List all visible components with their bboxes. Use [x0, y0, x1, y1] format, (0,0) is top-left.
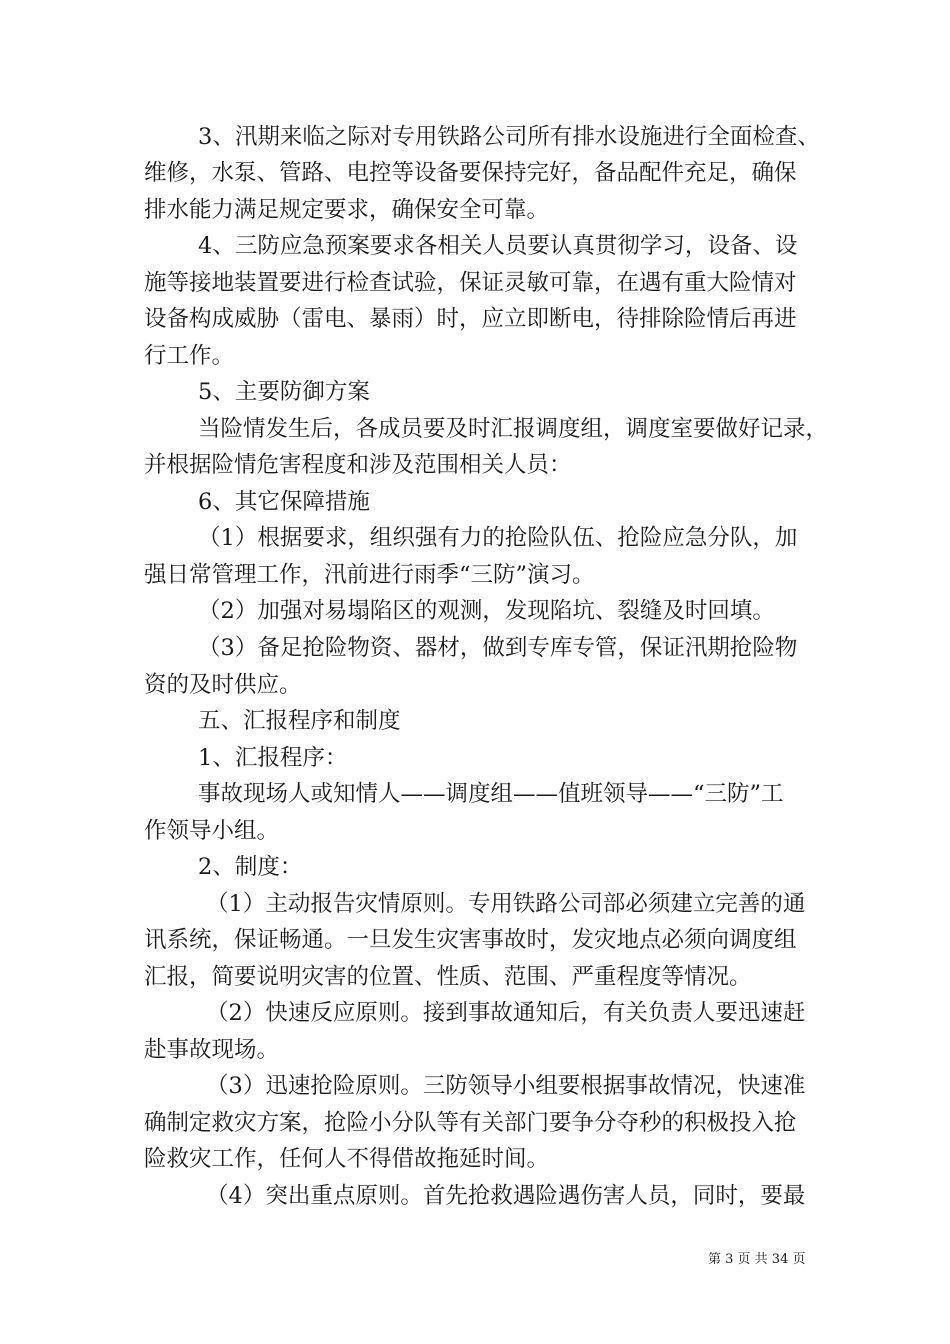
text-line: 5、主要防御方案: [198, 379, 370, 405]
text-line: 确制定救灾方案，抢险小分队等有关部门要争分夺秒的积极投入抢: [144, 1110, 797, 1136]
text-line: 行工作。: [144, 343, 235, 369]
text-line: （3）迅速抢险原则。三防领导小组要根据事故情况，快速准: [206, 1073, 806, 1099]
text-line: 讯系统，保证畅通。一旦发生灾害事故时，发灾地点必须向调度组: [144, 927, 797, 953]
text-line: 汇报，简要说明灾害的位置、性质、范围、严重程度等情况。: [144, 964, 752, 990]
text-line: （4）突出重点原则。首先抢救遇险遇伤害人员，同时，要最: [206, 1183, 806, 1209]
text-line: 并根据险情危害程度和涉及范围相关人员：: [144, 452, 572, 478]
text-line: 排水能力满足规定要求，确保安全可靠。: [144, 197, 550, 223]
text-line: 强日常管理工作，汛前进行雨季“三防”演习。: [144, 562, 595, 588]
text-line: 维修，水泵、管路、电控等设备要保持完好，备品配件充足，确保: [144, 160, 797, 186]
text-line: 3、汛期来临之际对专用铁路公司所有排水设施进行全面检查、: [198, 124, 820, 150]
text-line: 当险情发生后，各成员要及时汇报调度组，调度室要做好记录，: [198, 416, 829, 442]
text-line: 施等接地装置要进行检查试验，保证灵敏可靠，在遇有重大险情对: [144, 270, 797, 296]
text-line: 资的及时供应。: [144, 672, 302, 698]
text-line: 1、汇报程序：: [198, 745, 348, 771]
text-line: 事故现场人或知情人——调度组——值班领导——“三防”工: [198, 781, 784, 807]
text-line: （1）主动报告灾情原则。专用铁路公司部必须建立完善的通: [206, 891, 806, 917]
text-line: （2）加强对易塌陷区的观测，发现陷坑、裂缝及时回填。: [198, 598, 775, 624]
text-line: 6、其它保障措施: [198, 489, 370, 515]
text-line: 五、汇报程序和制度: [198, 708, 401, 734]
text-line: 设备构成威胁（雷电、暴雨）时，应立即断电，待排除险情后再进: [144, 306, 797, 332]
text-line: （3）备足抢险物资、器材，做到专库专管，保证汛期抢险物: [198, 635, 798, 661]
text-line: 2、制度：: [198, 854, 303, 880]
text-line: （1）根据要求，组织强有力的抢险队伍、抢险应急分队，加: [198, 525, 798, 551]
text-line: 作领导小组。: [144, 818, 280, 844]
page-number-footer: 第 3 页 共 34 页: [708, 1252, 806, 1267]
text-line: （2）快速反应原则。接到事故通知后，有关负责人要迅速赶: [206, 1000, 806, 1026]
text-line: 险救灾工作，任何人不得借故拖延时间。: [144, 1146, 550, 1172]
text-line: 赴事故现场。: [144, 1037, 280, 1063]
text-line: 4、三防应急预案要求各相关人员要认真贯彻学习，设备、设: [198, 233, 798, 259]
